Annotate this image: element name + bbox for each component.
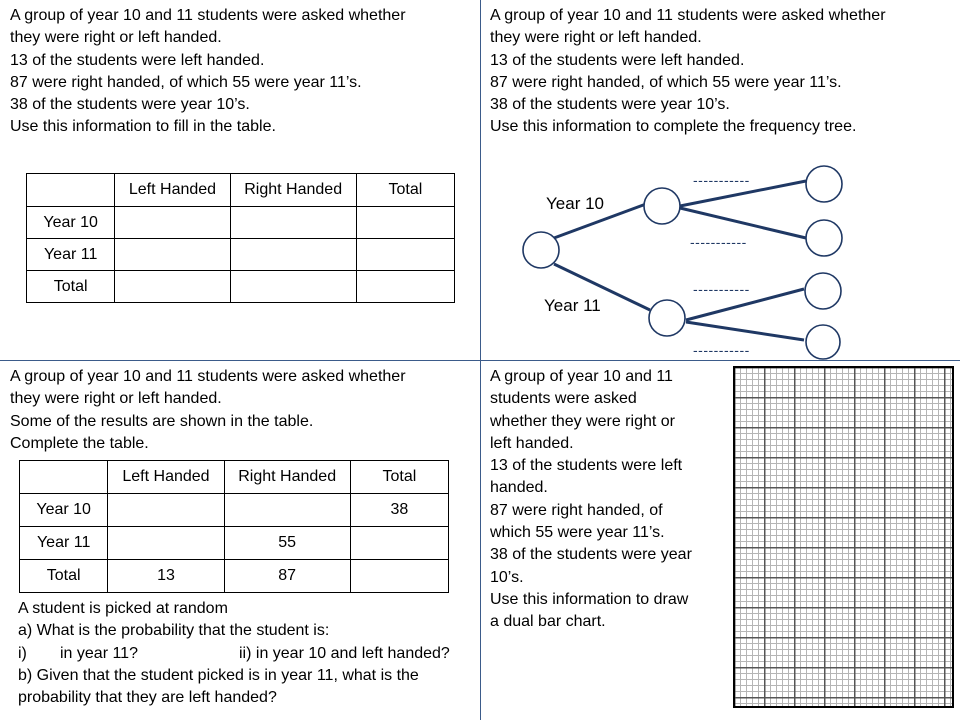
tree-node-leaf[interactable] [806,325,840,359]
q4-line: a dual bar chart. [490,613,606,631]
tree-node-leaf[interactable] [806,220,842,256]
frequency-tree [480,160,860,360]
table-row-label: Year 11 [20,527,108,560]
branch-blank: ----------- [693,342,750,358]
table-row [20,494,449,527]
quadrant-divider-horizontal [0,360,960,361]
tree-label-year11: Year 11 [544,296,601,315]
table-cell: 55 [224,527,350,560]
table-header: Total [356,174,454,207]
table-cell[interactable] [115,271,230,303]
table-row-label: Year 10 [27,207,115,239]
table-cell[interactable] [224,494,350,527]
q3-line: Some of the results are shown in the table. [10,412,314,430]
q3-part-a: a) What is the probability that the student is: [18,622,330,640]
q3-line: they were right or left handed. [10,390,222,408]
table-cell[interactable] [350,560,448,593]
table-cell[interactable] [356,207,454,239]
q4-line: 38 of the students were year [490,546,692,564]
q3-picked: A student is picked at random [18,600,228,617]
q1-line: 38 of the students were year 10’s. [10,96,250,114]
branch-blank: ----------- [690,234,747,250]
table-cell[interactable] [350,527,448,560]
table-cell[interactable] [115,239,230,271]
table-cell: 87 [224,560,350,593]
table-cell: 38 [350,494,448,527]
q4-line: 87 were right handed, of [490,501,663,519]
q1-text [10,5,406,139]
table-row [27,174,455,207]
table-header: Right Handed [230,174,356,207]
q4-line: 13 of the students were left [490,457,683,475]
table-row-label: Total [20,560,108,593]
table-cell[interactable] [230,271,356,303]
q4-line: 10’s. [490,568,524,586]
q4-text [490,366,692,634]
q2-line: 38 of the students were year 10’s. [490,96,730,114]
q2-line: A group of year 10 and 11 students were asked whether [490,7,886,24]
table-row [20,461,449,494]
q3-questions [18,598,450,709]
q3-part-a-ii: ii) in year 10 and left handed? [239,644,450,662]
q3-part-a-i-number: i) [18,644,27,662]
q4-line: left handed. [490,434,574,452]
q2-text [490,5,886,139]
q3-text [10,366,406,455]
table-header: Left Handed [115,174,230,207]
q4-line: whether they were right or [490,412,675,430]
table-row [27,271,455,303]
table-cell[interactable] [356,271,454,303]
tree-node-root[interactable] [523,232,559,268]
branch-blank: ----------- [693,281,750,297]
q3-part-b-line: probability that they are left handed? [18,689,277,707]
q4-line: A group of year 10 and 11 [490,368,673,385]
q3-line: A group of year 10 and 11 students were asked whether [10,368,406,385]
q4-line: which 55 were year 11’s. [490,524,665,542]
branch-blank: ----------- [693,172,750,188]
q4-line: Use this information to draw [490,590,689,608]
q1-line: Use this information to fill in the table. [10,118,276,136]
q2-line: 87 were right handed, of which 55 were year 11’s. [490,73,842,91]
table-cell: 13 [108,560,224,593]
tree-node-year10[interactable] [644,188,680,224]
q1-line: A group of year 10 and 11 students were asked whether [10,7,406,24]
q1-table [26,173,455,303]
q2-line: Use this information to complete the frequency tree. [490,118,857,136]
tree-label-year10: Year 10 [546,194,604,213]
table-cell[interactable] [108,494,224,527]
table-row [20,560,449,593]
tree-node-year11[interactable] [649,300,685,336]
tree-branch [686,322,804,340]
q3-line: Complete the table. [10,434,149,452]
graph-paper[interactable] [733,366,954,708]
table-header: Left Handed [108,461,224,494]
table-cell[interactable] [230,239,356,271]
table-row [27,207,455,239]
table-row-label: Year 11 [27,239,115,271]
q3-part-a-i: in year 11? [60,644,138,662]
q1-line: 13 of the students were left handed. [10,51,265,69]
q1-line: 87 were right handed, of which 55 were year 11’s. [10,73,362,91]
q3-part-b-line: b) Given that the student picked is in year 11, what is the [18,666,419,684]
table-header: Total [350,461,448,494]
q2-line: 13 of the students were left handed. [490,51,745,69]
table-cell [27,174,115,207]
q3-table [19,460,449,593]
tree-node-leaf[interactable] [805,273,841,309]
table-row [20,527,449,560]
tree-node-leaf[interactable] [806,166,842,202]
q4-line: handed. [490,479,548,497]
q4-line: students were asked [490,390,637,408]
q3-part-a-options [18,643,450,665]
table-row-label: Year 10 [20,494,108,527]
q1-line: they were right or left handed. [10,29,222,47]
table-row-label: Total [27,271,115,303]
q2-line: they were right or left handed. [490,29,702,47]
table-cell[interactable] [356,239,454,271]
table-cell[interactable] [230,207,356,239]
table-cell[interactable] [108,527,224,560]
table-row [27,239,455,271]
table-cell [20,461,108,494]
table-cell[interactable] [115,207,230,239]
table-header: Right Handed [224,461,350,494]
